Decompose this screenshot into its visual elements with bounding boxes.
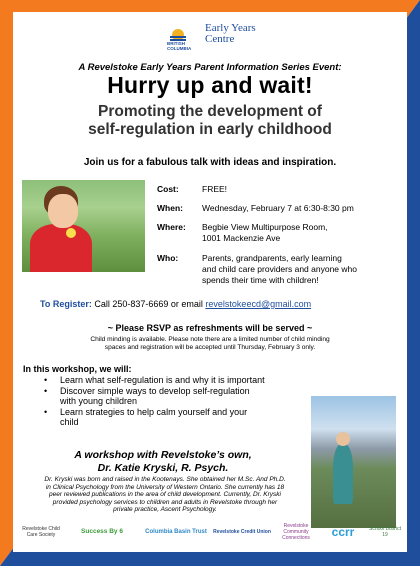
subtitle-line-1: Promoting the development of — [98, 103, 322, 120]
sponsor-logo-success-by-6: Success By 6 — [81, 528, 123, 535]
who-value: Parents, grandparents, early learning and child care providers and anyone who spends their time with children! — [202, 253, 357, 285]
series-label: A Revelstoke Early Years Parent Information Series Event: — [78, 62, 342, 73]
register-line — [40, 299, 311, 309]
page-title: Hurry up and wait! — [107, 72, 313, 98]
sponsor-logo-community-connections: Revelstoke Community Connections — [282, 523, 310, 541]
sponsor-logo-school-district: School District 19 — [369, 526, 401, 538]
speaker-name: Dr. Katie Kryski, R. Psych. — [97, 462, 229, 474]
sponsor-logo-ccrr: ccrr — [331, 525, 355, 539]
when-value: Wednesday, February 7 at 6:30-8:30 pm — [202, 203, 354, 213]
list-item: • Learn what self-regulation is and why it is important — [50, 375, 320, 385]
speaker-bio: Dr. Kryski was born and raised in the Kootenays. She obtained her M.Sc. And Ph.D. in Clinical Psychology from the University of Western Ontario. She currently has 18 peer reviewed publications in the area of child development. Currently, Dr. Kryski provided psychology services to children and adults in Revelstoke through her private practice, Ascent Psychology. — [44, 476, 286, 514]
list-item: • Learn strategies to help calm yourself and your child — [50, 407, 320, 427]
speaker-intro: A workshop with Revelstoke’s own, — [74, 449, 252, 461]
cost-value: FREE! — [202, 184, 228, 194]
subtitle-line-2: self-regulation in early childhood — [88, 121, 332, 138]
sponsor-logos — [13, 518, 407, 550]
poster-panel — [13, 12, 407, 552]
workshop-list — [50, 375, 320, 428]
when-label: When: — [157, 203, 183, 213]
sponsor-logo-credit-union: Revelstoke Credit Union — [213, 529, 271, 535]
centre-name: Early Years Centre — [205, 22, 256, 45]
cost-label: Cost: — [157, 184, 179, 194]
province-label: BRITISH COLUMBIA — [167, 41, 192, 51]
workshop-heading: In this workshop, we will: — [23, 364, 132, 374]
register-text: Call 250-837-6669 or email — [91, 299, 206, 309]
child-photo — [22, 180, 145, 272]
childcare-note: Child minding is available. Please note there are a limited number of child minding spaces and registration will be accepted until Thursday, February 3 only. — [90, 336, 330, 351]
list-item: • Discover simple ways to develop self-regulation with young children — [50, 386, 320, 406]
sponsor-logo-child-care: Revelstoke Child Care Society — [22, 526, 60, 538]
early-years-centre-logo — [165, 22, 275, 51]
rsvp-note: ~ Please RSVP as refreshments will be served ~ — [107, 323, 313, 333]
where-label: Where: — [157, 222, 186, 232]
speaker-photo — [311, 396, 396, 528]
intro-text: Join us for a fabulous talk with ideas and inspiration. — [83, 157, 337, 168]
email-link[interactable]: revelstokeecd@gmail.com — [205, 299, 312, 309]
who-label: Who: — [157, 253, 179, 263]
sponsor-logo-columbia-basin-trust: Columbia Basin Trust — [145, 529, 207, 535]
where-value: Begbie View Multipurpose Room, 1001 Mackenzie Ave — [202, 222, 328, 243]
register-label: To Register: — [40, 299, 92, 309]
